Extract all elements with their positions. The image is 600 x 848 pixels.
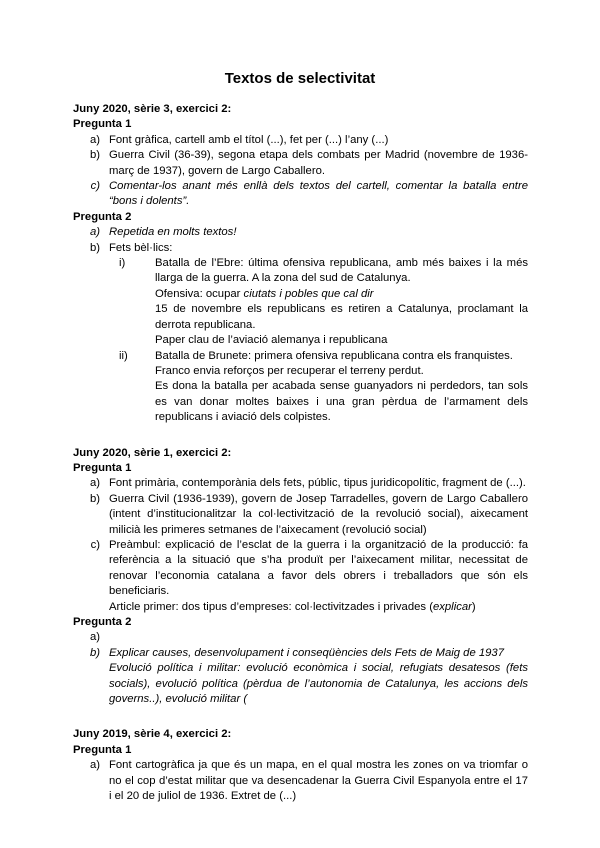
- question-label: Pregunta 1: [73, 461, 132, 474]
- list-item: [73, 179, 528, 210]
- list-item: [73, 758, 528, 804]
- list-item: [73, 476, 528, 491]
- list-item-text: Comentar-los anant més enllà dels textos del cartell, comentar la batalla entre “bons i dolents”.: [109, 180, 528, 208]
- list-item-text: Repetida en molts textos!: [109, 226, 237, 239]
- detail-line: 15 de novembre els republicans es retiren a Catalunya, proclamant la derrota republicana.: [155, 303, 528, 331]
- list-marker: b): [89, 241, 100, 254]
- question-label: Pregunta 1: [73, 743, 132, 756]
- list-item: [73, 133, 528, 148]
- question-label: Pregunta 2: [73, 616, 132, 628]
- list-item-text: Guerra Civil (1936-1939), govern de Josep Tarradelles, govern de Largo Caballero (intent d’institucionalitzar la col·lectivització de la revolució social), aixecament milicià les primeres setmanes de l’aixecament (revolució social): [109, 492, 528, 536]
- list-item: [73, 538, 528, 600]
- list-item: [73, 646, 528, 661]
- list-marker: a): [89, 759, 100, 772]
- list-marker: a): [89, 226, 100, 239]
- sub-list-item: [109, 349, 528, 364]
- list-item-text: Guerra Civil (36-39), segona etapa dels combats per Madrid (novembre de 1936-març de 1937), govern de Largo Caballero.: [109, 149, 528, 177]
- list-item: [73, 492, 528, 538]
- detail-italic-text: ciutats i pobles que cal dir: [243, 287, 374, 300]
- document-title: Textos de selectivitat: [224, 70, 376, 87]
- question-label: Pregunta 1: [73, 118, 132, 131]
- list-item-text: Font cartogràfica ja que és un mapa, en el qual mostra les zones on va triomfar o no el cop d’estat militar que va desencadenar la Guerra Civil Espanyola entre el 17 i el 20 de juliol de 1936. Extret de (...): [109, 759, 528, 803]
- detail-line: Es dona la batalla per acabada sense guanyadors ni perdedors, tan sols es van donar moltes baixes i una gran pèrdua de l’armament dels republicans i aviació dels colpistes.: [155, 380, 528, 424]
- list-item-text: Explicar causes, desenvolupament i conseqüències dels Fets de Maig de 1937: [109, 646, 504, 659]
- question-label: Pregunta 2: [73, 210, 132, 223]
- sub-list-item: [109, 256, 528, 287]
- detail-text: Ofensiva: ocupar: [155, 287, 244, 300]
- list-item: [73, 148, 528, 179]
- section-heading: Juny 2019, sèrie 4, exercici 2:: [73, 728, 232, 741]
- sub-list-marker: ii): [119, 349, 128, 362]
- list-marker: a): [89, 477, 100, 490]
- list-item-text: Font primària, contemporània dels fets, públic, tipus juridicopolític, fragment de (...).: [109, 477, 526, 490]
- detail-text: ): [471, 600, 476, 613]
- list-marker: c): [90, 180, 100, 193]
- sub-list-item-text: Batalla de Brunete: primera ofensiva republicana contra els franquistes.: [155, 349, 513, 362]
- detail-line: [109, 600, 528, 615]
- detail-text: Article primer: dos tipus d’empreses: col·lectivitzades i privades (: [109, 600, 433, 613]
- list-item: [73, 241, 528, 256]
- list-marker: a): [89, 133, 100, 146]
- list-marker: b): [89, 646, 100, 659]
- detail-line: [155, 287, 528, 302]
- list-marker: c): [90, 538, 100, 551]
- document-body: [73, 102, 528, 804]
- list-item-text: Preàmbul: explicació de l’esclat de la guerra i la organització de la producció: fa referència a la situació que s’ha produït per l’aixecament militar, necessitat de renovar l’economia catalana a favor dels obrers i treballadors que són els beneficiaris.: [109, 538, 528, 598]
- detail-italic-text: explicar: [432, 600, 472, 613]
- list-marker: b): [89, 492, 100, 505]
- detail-line: Paper clau de l’aviació alemanya i republicana: [155, 334, 388, 347]
- list-item-text: Fets bèl·lics:: [109, 241, 173, 254]
- list-marker: b): [89, 149, 100, 162]
- list-marker: a): [89, 631, 100, 644]
- section-heading: Juny 2020, sèrie 1, exercici 2:: [73, 446, 232, 459]
- list-item-continuation: Evolució política i militar: evolució econòmica i social, refugiats desatesos (fets socials), evolució política (pèrdua de l’autonomia de Catalunya, les accions dels governs..), evolució militar (: [109, 662, 528, 706]
- section-heading: Juny 2020, sèrie 3, exercici 2:: [73, 103, 232, 115]
- detail-line: Franco envia reforços per recuperar el terreny perdut.: [155, 364, 424, 377]
- list-item-text: [109, 630, 528, 645]
- list-item: [73, 630, 528, 645]
- sub-list-marker: i): [119, 257, 126, 270]
- sub-list-item-text: Batalla de l’Ebre: última ofensiva republicana, amb més baixes i la més llarga de la guerra. A la zona del sud de Catalunya.: [155, 257, 528, 285]
- list-item-text: Font gràfica, cartell amb el títol (...), fet per (...) l’any (...): [109, 133, 389, 146]
- list-item: [73, 225, 528, 240]
